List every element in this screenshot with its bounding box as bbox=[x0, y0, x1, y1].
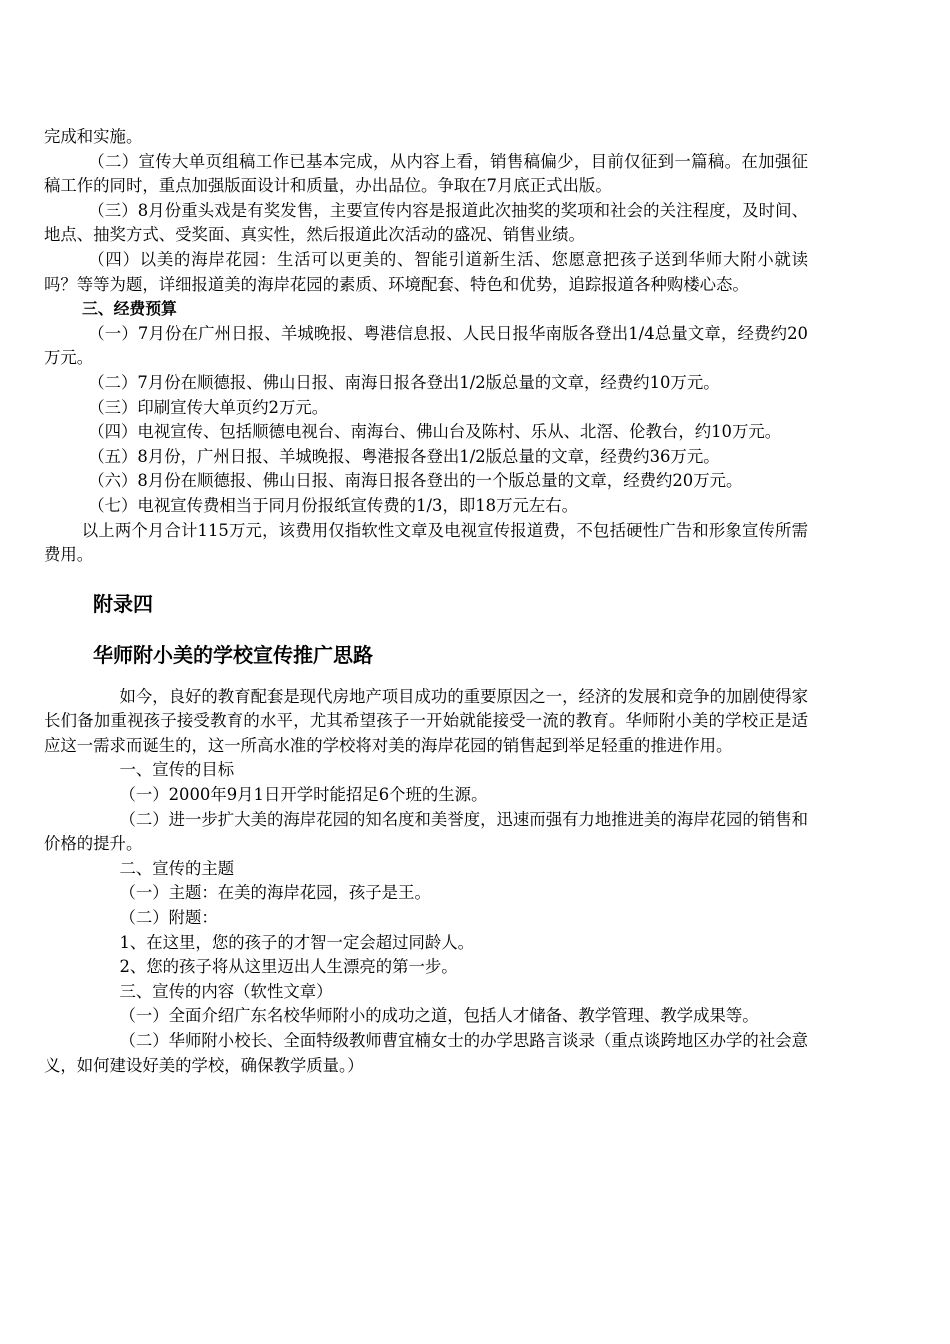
document-body bbox=[44, 125, 808, 1078]
paragraph-item: （四）以美的海岸花园：生活可以更美的、智能引道新生活、您愿意把孩子送到华师大附小就读吗？等等为题，详细报道美的海岸花园的素质、环境配套、特色和优势，追踪报道各种购楼心态。 bbox=[44, 249, 808, 294]
content-item: （二）华师附小校长、全面特级教师曹宜楠女士的办学思路言谈录（重点谈跨地区办学的社会意义，如何建设好美的学校，确保教学质量。） bbox=[44, 1031, 808, 1075]
budget-summary: 以上两个月合计115万元，该费用仅指软性文章及电视宣传报道费，不包括硬性广告和形象宣传所需费用。 bbox=[44, 520, 808, 565]
section-heading-budget: 三、经费预算 bbox=[82, 299, 177, 319]
goal-item: （二）进一步扩大美的海岸花园的知名度和美誉度，迅速而强有力地推进美的海岸花园的销售和价格的提升。 bbox=[44, 809, 808, 854]
article-title: 华师附小美的学校宣传推广思路 bbox=[93, 642, 373, 667]
budget-item: （一）7月份在广州日报、羊城晚报、粤港信息报、人民日报华南版各登出1/4总量文章，经费约20万元。 bbox=[44, 323, 808, 368]
paragraph-continuation: 完成和实施。 bbox=[44, 127, 143, 146]
budget-item: （二）7月份在顺德报、佛山日报、南海日报各登出1/2版总量的文章，经费约10万元。 bbox=[88, 372, 720, 392]
budget-item: （四）电视宣传、包括顺德电视台、南海台、佛山台及陈村、乐从、北滘、伦教台，约10万元。 bbox=[88, 422, 782, 442]
theme-item: （一）主题：在美的海岸花园，孩子是王。 bbox=[119, 883, 431, 903]
theme-item: 1、在这里，您的孩子的才智一定会超过同龄人。 bbox=[119, 932, 475, 952]
intro-paragraph: 如今，良好的教育配套是现代房地产项目成功的重要原因之一，经济的发展和竞争的加剧使得家长们备加重视孩子接受教育的水平，尤其希望孩子一开始就能接受一流的教育。华师附小美的学校正是适应这一需求而诞生的，这一所高水准的学校将对美的海岸花园的销售起到举足轻重的推进作用。 bbox=[44, 686, 808, 755]
budget-item: （六）8月份在顺德报、佛山日报、南海日报各登出的一个版总量的文章，经费约20万元。 bbox=[88, 471, 743, 491]
goal-item: （一）2000年9月1日开学时能招足6个班的生源。 bbox=[119, 785, 488, 805]
budget-item: （七）电视宣传费相当于同月份报纸宣传费的1/3，即18万元左右。 bbox=[88, 495, 579, 515]
paragraph-item: （二）宣传大单页组稿工作已基本完成，从内容上看，销售稿偏少，目前仅征到一篇稿。在加强征稿工作的同时，重点加强版面设计和质量，办出品位。争取在7月底正式出版。 bbox=[44, 151, 808, 196]
content-item: （一）全面介绍广东名校华师附小的成功之道，包括人才储备、教学管理、教学成果等。 bbox=[119, 1006, 759, 1026]
theme-heading: 二、宣传的主题 bbox=[119, 858, 235, 878]
budget-item: （五）8月份，广州日报、羊城晚报、粤港报各登出1/2版总量的文章，经费约36万元。 bbox=[88, 446, 720, 466]
content-heading: 三、宣传的内容（软性文章） bbox=[119, 981, 333, 1001]
appendix-title: 附录四 bbox=[93, 591, 153, 616]
goal-heading: 一、宣传的目标 bbox=[119, 760, 235, 780]
theme-item: 2、您的孩子将从这里迈出人生漂亮的第一步。 bbox=[119, 957, 458, 977]
theme-item: （二）附题： bbox=[119, 908, 218, 928]
paragraph-item: （三）8月份重头戏是有奖发售，主要宣传内容是报道此次抽奖的奖项和社会的关注程度，及时间、地点、抽奖方式、受奖面、真实性，然后报道此次活动的盛况、销售业绩。 bbox=[44, 200, 808, 245]
budget-item: （三）印刷宣传大单页约2万元。 bbox=[88, 397, 329, 417]
